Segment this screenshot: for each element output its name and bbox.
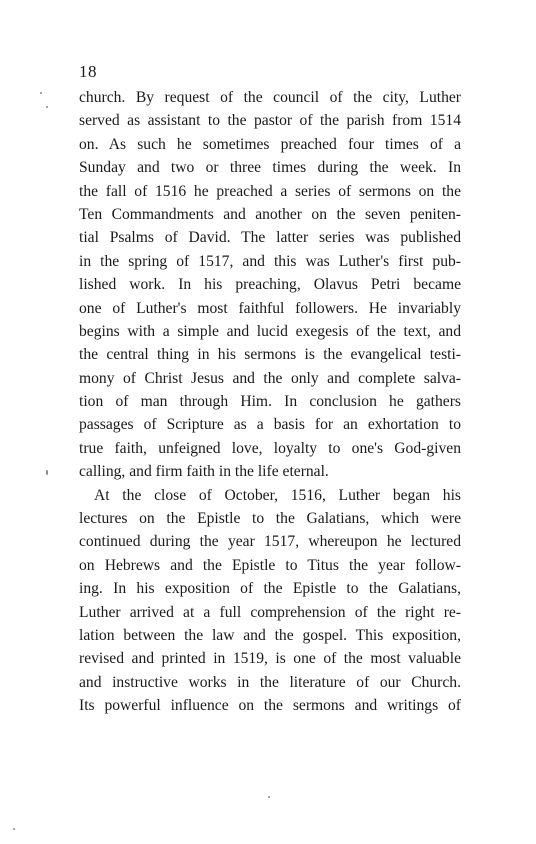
paragraph bbox=[79, 484, 461, 718]
text-line: lectures on the Epistle to the Galatians, which were bbox=[79, 510, 461, 528]
text-line: ing. In his exposition of the Epistle to the Galatians, bbox=[79, 580, 461, 598]
text-line: church. By request of the council of the city, Luther bbox=[79, 89, 461, 106]
text-line: calling, and firm faith in the life eternal. bbox=[79, 463, 329, 481]
text-line: tial Psalms of David. The latter series was published bbox=[79, 229, 461, 247]
text-line: true faith, unfeigned love, loyalty to one's God-given bbox=[79, 439, 461, 457]
text-line: Sunday and two or three times during the week. In bbox=[79, 159, 461, 177]
text-line: At the close of October, 1516, Luther began his bbox=[94, 486, 461, 504]
text-line: in the spring of 1517, and this was Luther's first pub- bbox=[79, 252, 461, 270]
text-line: lation between the law and the gospel. This exposition, bbox=[79, 626, 461, 644]
text-line: on. As such he sometimes preached four times of a bbox=[79, 135, 461, 153]
paragraph bbox=[79, 86, 461, 484]
text-line: continued during the year 1517, whereupon he lectured bbox=[79, 533, 461, 551]
paper-speck bbox=[46, 470, 48, 475]
text-line: and instructive works in the literature of our Church. bbox=[79, 673, 461, 691]
text-line: begins with a simple and lucid exegesis of the text, and bbox=[79, 322, 461, 340]
paper-speck bbox=[13, 828, 15, 830]
text-line: Ten Commandments and another on the seven peniten- bbox=[79, 205, 461, 223]
text-line: the fall of 1516 he preached a series of sermons on the bbox=[79, 182, 461, 200]
text-line: Luther arrived at a full comprehension of the right re- bbox=[79, 603, 461, 621]
paper-speck bbox=[40, 92, 42, 94]
page-number: 18 bbox=[79, 62, 97, 81]
text-line: on Hebrews and the Epistle to Titus the year follow- bbox=[79, 556, 461, 574]
paper-speck bbox=[46, 106, 48, 108]
text-line: passages of Scripture as a basis for an exhortation to bbox=[79, 416, 461, 434]
body-text bbox=[79, 86, 461, 718]
paper-speck bbox=[268, 796, 270, 798]
text-line: revised and printed in 1519, is one of the most valuable bbox=[79, 650, 461, 668]
text-line: the central thing in his sermons is the evangelical testi- bbox=[79, 346, 461, 364]
text-line: mony of Christ Jesus and the only and complete salva- bbox=[79, 369, 461, 387]
text-line: Its powerful influence on the sermons and writings of bbox=[79, 697, 461, 715]
text-line: one of Luther's most faithful followers. He invariably bbox=[79, 299, 461, 317]
text-line: served as assistant to the pastor of the parish from 1514 bbox=[79, 112, 461, 130]
text-line: tion of man through Him. In conclusion he gathers bbox=[79, 393, 461, 411]
text-line: lished work. In his preaching, Olavus Petri became bbox=[79, 276, 461, 294]
